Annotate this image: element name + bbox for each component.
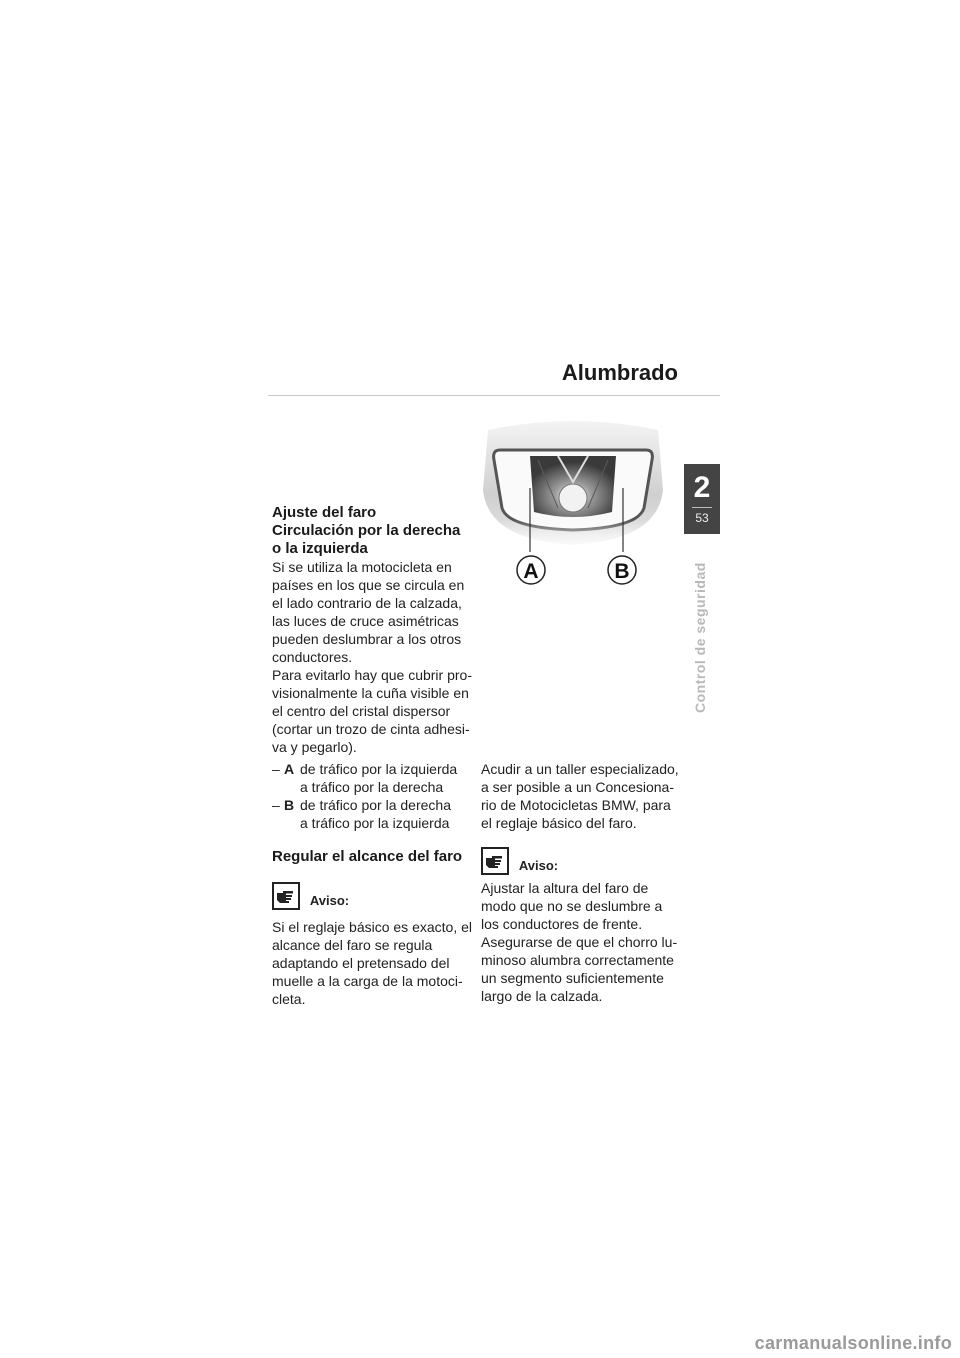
body-line: cleta. [272, 991, 306, 1007]
heading-line: Circulación por la derecha [272, 522, 461, 539]
section-heading [272, 504, 477, 558]
body-line: a ser posible a un Concesiona- [481, 779, 675, 795]
list-item [272, 796, 477, 814]
body-line: conductores. [272, 649, 353, 665]
list-subtext: a tráfico por la izquierda [300, 815, 450, 831]
body-line: modo que no se deslumbre a [481, 898, 663, 914]
chapter-side-label: Control de seguridad [692, 562, 708, 713]
note-header [272, 882, 482, 914]
body-line: Para evitarlo hay que cubrir pro- [272, 667, 472, 683]
headlight-drawing [478, 420, 668, 595]
label-b: B [614, 560, 630, 583]
body-line: Acudir a un taller especializado, [481, 761, 679, 777]
note-header [481, 847, 691, 879]
note-beam-height [481, 847, 691, 1005]
list-text: de tráfico por la derecha [300, 797, 451, 813]
note-body [481, 879, 691, 1005]
section-heading: Regular el alcance del faro [272, 848, 463, 865]
list-subtext: a tráfico por la derecha [300, 779, 444, 795]
section-body [272, 558, 477, 756]
body-line: rio de Motocicletas BMW, para [481, 797, 671, 813]
note-hand-icon [272, 882, 300, 910]
page-number: 53 [695, 511, 709, 525]
body-line: Ajustar la altura del faro de [481, 880, 649, 896]
body-line: (cortar un trozo de cinta adhesi- [272, 721, 470, 737]
body-line: adaptando el pretensado del [272, 955, 450, 971]
title-divider [268, 395, 720, 396]
body-line: Asegurarse de que el chorro lu- [481, 934, 678, 950]
list-dash: – [272, 797, 280, 813]
list-item [272, 760, 477, 778]
adjust-options-list [272, 760, 477, 832]
body-line: el centro del cristal dispersor [272, 703, 451, 719]
heading-line: Ajuste del faro [272, 504, 377, 521]
list-letter: B [284, 797, 295, 813]
note-label: Aviso: [518, 858, 559, 873]
body-line: el lado contrario de la calzada, [272, 595, 462, 611]
body-line: los conductores de frente. [481, 916, 643, 932]
list-dash: – [272, 761, 280, 777]
section-headlight-adjust [272, 504, 477, 756]
chapter-tab [684, 464, 720, 534]
body-line: visionalmente la cuña visible en [272, 685, 469, 701]
chapter-tab-divider [692, 507, 712, 508]
body-line: el reglaje básico del faro. [481, 815, 637, 831]
note-label: Aviso: [309, 893, 350, 908]
section-beam-range [272, 848, 482, 1008]
list-letter: A [284, 761, 295, 777]
body-line: países en los que se circula en [272, 577, 465, 593]
label-a: A [523, 560, 539, 583]
chapter-number: 2 [693, 471, 711, 504]
body-line: minoso alumbra correctamente [481, 952, 674, 968]
body-line: alcance del faro se regula [272, 937, 433, 953]
headlight-illustration [478, 420, 668, 595]
body-line: pueden deslumbrar a los otros [272, 631, 462, 647]
body-line: un segmento suficientemente [481, 970, 664, 986]
body-line: muelle a la carga de la motoci- [272, 973, 463, 989]
watermark: carmanualsonline.info [754, 1333, 952, 1353]
workshop-paragraph [481, 760, 691, 832]
body-line: las luces de cruce asimétricas [272, 613, 459, 629]
body-line: va y pegarlo). [272, 739, 357, 755]
section-body [272, 918, 482, 1008]
body-line: largo de la calzada. [481, 988, 603, 1004]
note-hand-icon [481, 847, 509, 875]
body-line: Si se utiliza la motocicleta en [272, 559, 452, 575]
page-title: Alumbrado [561, 360, 678, 385]
body-line: Si el reglaje básico es exacto, el [272, 919, 472, 935]
list-text: de tráfico por la izquierda [300, 761, 458, 777]
heading-line: o la izquierda [272, 540, 368, 557]
